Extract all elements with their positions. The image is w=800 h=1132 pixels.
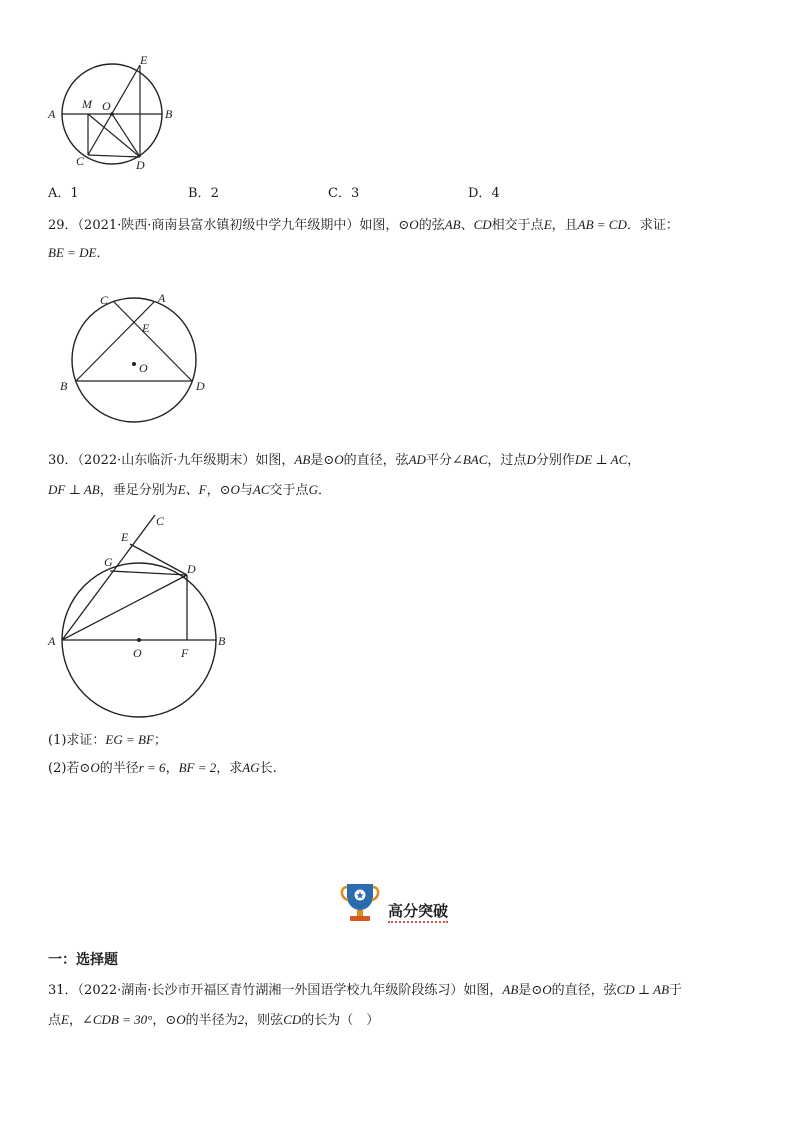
figure-q29: [58, 290, 218, 428]
q30-part2: (2)若⊙O的半径r = 6，BF = 2，求AG长.: [48, 760, 277, 776]
label-d: D: [136, 158, 145, 172]
label-d: D: [196, 379, 205, 393]
q29-line1: 29．（2021·陕西·商南县富水镇初级中学九年级期中）如图，⊙O的弦AB、CD相交于点E，且AB = CD．求证：: [48, 217, 679, 233]
q30-part1: (1)求证：EG = BF；: [48, 732, 167, 748]
q31-line2: 点E，∠CDB = 30°，⊙O的半径为2，则弦CD的长为（ ）: [48, 1012, 380, 1028]
center-dot: [137, 638, 141, 642]
label-m: M: [82, 97, 92, 111]
segment-md: [88, 114, 140, 157]
label-e: E: [140, 53, 148, 67]
segment-od: [112, 114, 140, 157]
figure-q28: [44, 52, 184, 172]
label-o: O: [139, 361, 148, 375]
label-a: A: [48, 634, 56, 648]
option-d[interactable]: D．4: [468, 186, 500, 201]
q29-line2: BE = DE．: [48, 245, 110, 261]
label-a: A: [48, 107, 56, 121]
circle-o: [72, 298, 196, 422]
chord-ad: [62, 575, 187, 640]
label-c: C: [100, 293, 109, 307]
segment-de: [130, 544, 187, 575]
label-c: C: [156, 514, 165, 528]
label-b: B: [218, 634, 226, 648]
chord-cd: [114, 302, 192, 381]
trophy-icon: [338, 878, 384, 926]
segment-cd: [88, 155, 140, 157]
ray-ac: [62, 515, 155, 640]
q31-line1: 31．（2022·湖南·长沙市开福区青竹湖湘一外国语学校九年级阶段练习）如图，AB是⊙O的直径，弦CD ⊥ AB于: [48, 982, 683, 998]
label-o: O: [133, 646, 142, 660]
center-dot: [110, 112, 114, 116]
q30-line2: DF ⊥ AB，垂足分别为E、F，⊙O与AC交于点G．: [48, 482, 331, 498]
segment-ce: [88, 65, 140, 155]
label-b: B: [165, 107, 173, 121]
q30-line1: 30．（2022·山东临沂·九年级期末）如图，AB是⊙O的直径，弦AD平分∠BAC，过点D分别作DE ⊥ AC，: [48, 452, 641, 468]
option-a[interactable]: A．1: [48, 186, 79, 201]
figure-q30: [44, 505, 244, 720]
label-f: F: [181, 646, 189, 660]
section-title: 一：选择题: [48, 952, 118, 968]
center-dot: [132, 362, 136, 366]
label-o: O: [102, 99, 111, 113]
label-g: G: [104, 555, 113, 569]
label-b: B: [60, 379, 68, 393]
label-d: D: [187, 562, 196, 576]
label-e: E: [121, 530, 129, 544]
label-e: E: [142, 321, 150, 335]
option-c[interactable]: C．3: [328, 186, 360, 201]
banner-title: 高分突破: [388, 900, 448, 923]
option-b[interactable]: B．2: [188, 186, 219, 201]
banner: [338, 878, 468, 926]
label-a: A: [158, 291, 166, 305]
label-c: C: [76, 154, 85, 168]
